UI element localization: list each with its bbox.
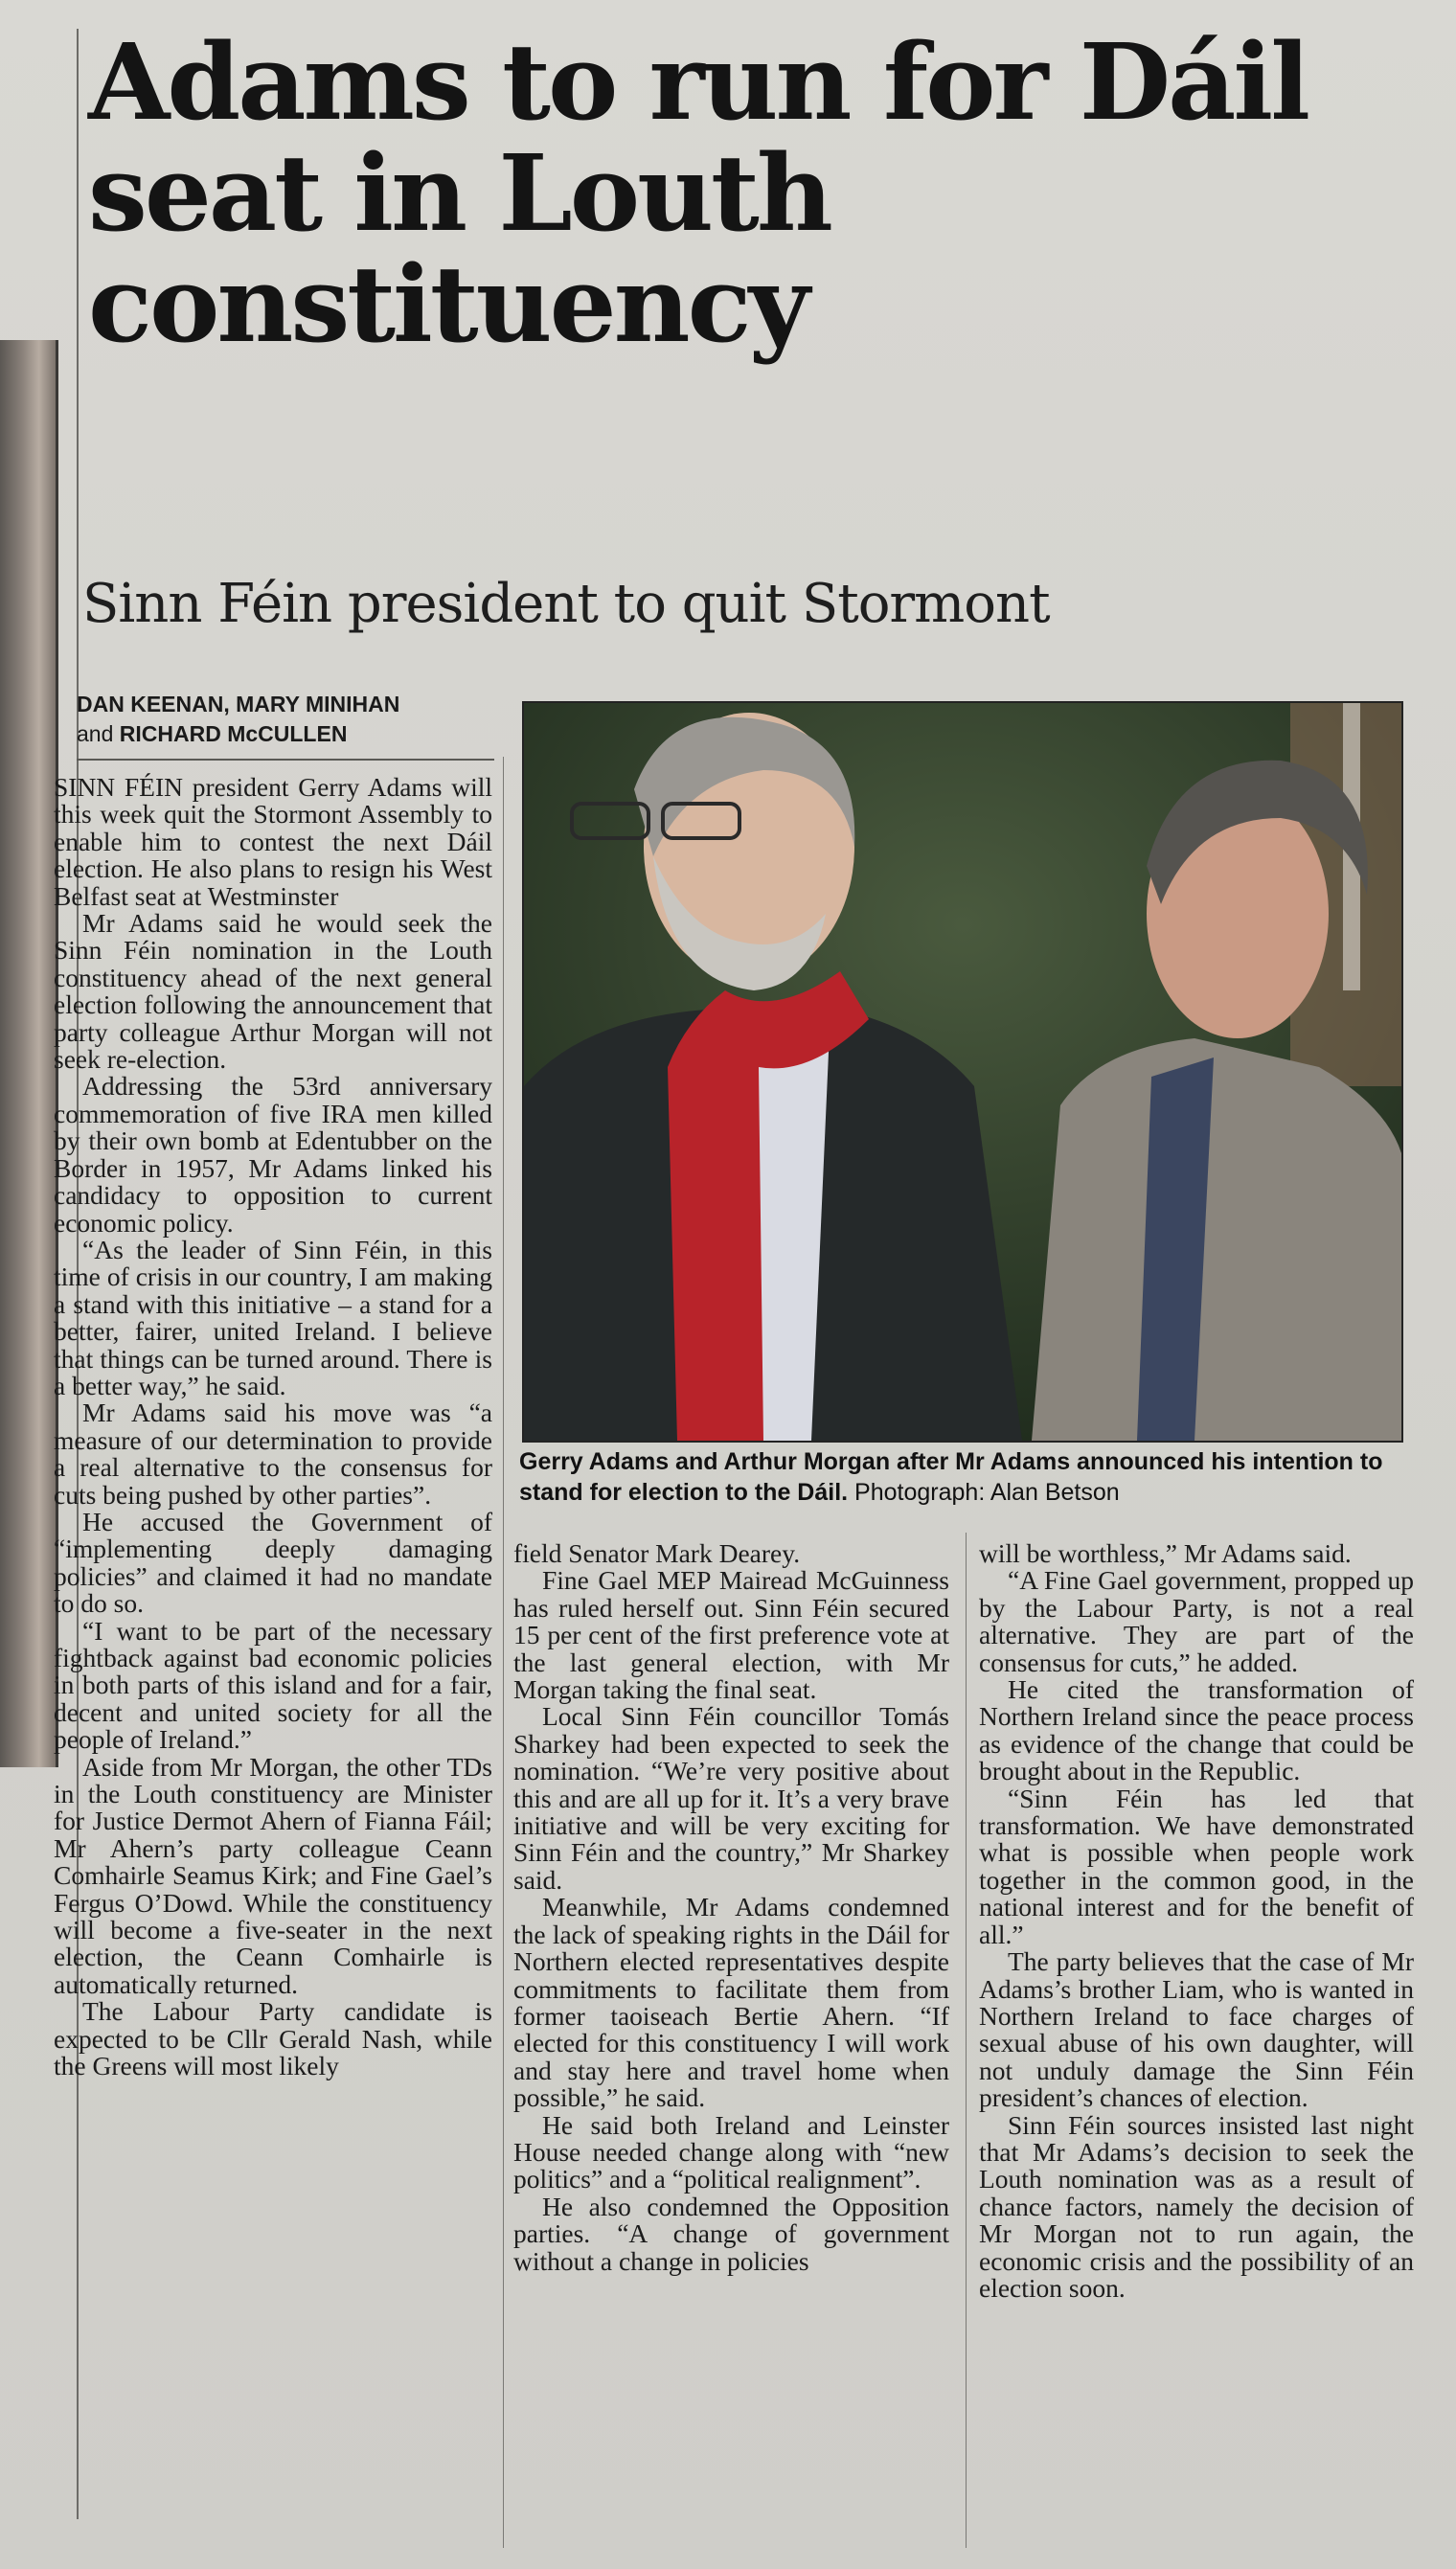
photo-illustration <box>524 703 1401 1441</box>
paragraph: He said both Ireland and Leinster House needed change along with “new politics” and a “political realignment”. <box>513 2109 949 2194</box>
photo-credit: Photograph: Alan Betson <box>854 1479 1120 1506</box>
paragraph: Aside from Mr Morgan, the other TDs in the Louth constituency are Minister for Justice Dermot Ahern of Fianna Fáil; Mr Ahern’s party colleague Ceann Comhairle Seamus Kirk; and Fine Gael’s Fergus O’Dowd. While the constituency will become a five-seater in the next election, the Ceann Comhairle is automatically returned. <box>54 1751 492 1999</box>
article-column-1 <box>54 774 492 2080</box>
paragraph: He cited the transformation of Northern Ireland since the peace process as evidence of the change that could be brought about in the Republic. <box>979 1674 1414 1786</box>
subheadline: Sinn Féin president to quit Stormont <box>82 573 1050 635</box>
byline-authors: DAN KEENAN, MARY MINIHAN <box>77 692 400 716</box>
paragraph: Local Sinn Féin councillor Tomás Sharkey had been expected to seek the nomination. “We’re very positive about this and are all up for it. It’s a very brave initiative and will be very exciting for Sinn Féin and the country,” Mr Sharkey said. <box>513 1701 949 1895</box>
photo-caption <box>519 1446 1420 1508</box>
byline-author-name: RICHARD McCULLEN <box>119 721 348 746</box>
byline-and: and <box>77 721 114 746</box>
paragraph: Fine Gael MEP Mairead McGuinness has ruled herself out. Sinn Féin secured 15 per cent of the first preference vote at the last general election, with Mr Morgan taking the final seat. <box>513 1565 949 1705</box>
paragraph: “A Fine Gael government, propped up by the Labour Party, is not a real alternative. They are part of the consensus for cuts,” he added. <box>979 1565 1414 1677</box>
paragraph: Mr Adams said he would seek the Sinn Féin nomination in the Louth constituency ahead of the next general election following the announcement that party colleague Arthur Morgan will not seek re-election. <box>54 908 492 1075</box>
column-rule-1 <box>503 757 504 2548</box>
paragraph: will be worthless,” Mr Adams said. <box>979 1538 1352 1568</box>
paragraph: SINN FÉIN president Gerry Adams will this week quit the Stormont Assembly to enable him to contest the next Dáil election. He also plans to resign his West Belfast seat at Westminster <box>54 772 492 911</box>
paragraph: Meanwhile, Mr Adams condemned the lack of speaking rights in the Dáil for Northern elected representatives despite commitments to facilitate them from former taoiseach Bertie Ahern. “If elected for this constituency I will work and stay here and travel home when possible,” he said. <box>513 1892 949 2113</box>
adjacent-article-photo <box>0 340 58 1767</box>
article-photo <box>522 701 1403 1443</box>
paragraph: Mr Adams said his move was “a measure of our determination to provide a real alternative to the consensus for cuts being pushed by other parties”. <box>54 1398 492 1510</box>
paragraph: The Labour Party candidate is expected to be Cllr Gerald Nash, while the Greens will most likely <box>54 1996 492 2081</box>
byline <box>77 690 494 761</box>
paragraph: “Sinn Féin has led that transformation. We have demonstrated what is possible when people work together in the common good, in the national interest and for the benefit of all.” <box>979 1783 1414 1949</box>
headline: Adams to run for Dáil seat in Louth constituency <box>88 20 1308 366</box>
article-column-3 <box>979 1540 1414 2302</box>
article-column-2 <box>513 1540 949 2275</box>
byline-last-author <box>77 719 494 749</box>
paragraph: The party believes that the case of Mr Adams’s brother Liam, who is wanted in Northern Ireland to face charges of sexual abuse of his own daughter, will not unduly damage the Sinn Féin president’s chances of election. <box>979 1946 1414 2113</box>
column-rule-2 <box>966 1533 967 2548</box>
paragraph: “I want to be part of the necessary fightback against bad economic policies in both parts of this island and for a fair, decent and united society for all the people of Ireland.” <box>54 1615 492 1755</box>
paragraph: He accused the Government of “implementing deeply damaging policies” and claimed it had no mandate to do so. <box>54 1506 492 1619</box>
paragraph: He also condemned the Opposition parties. “A change of government without a change in policies <box>513 2191 949 2276</box>
paragraph: Sinn Féin sources insisted last night that Mr Adams’s decision to seek the Louth nomination was as a result of chance factors, namely the decision of Mr Morgan not to run again, the economic crisis and the possibility of an election soon. <box>979 2109 1414 2303</box>
paragraph: Addressing the 53rd anniversary commemoration of five IRA men killed by their own bomb at Edentubber on the Border in 1957, Mr Adams linked his candidacy to opposition to current economic policy. <box>54 1071 492 1238</box>
paragraph: field Senator Mark Dearey. <box>513 1538 801 1568</box>
paragraph: “As the leader of Sinn Féin, in this time of crisis in our country, I am making a stand with this initiative – a stand for a better, fairer, united Ireland. I believe that things can be turned around. There is a better way,” he said. <box>54 1234 492 1400</box>
caption-text: Gerry Adams and Arthur Morgan after Mr Adams announced his intention to stand for election to the Dáil. <box>519 1448 1383 1506</box>
